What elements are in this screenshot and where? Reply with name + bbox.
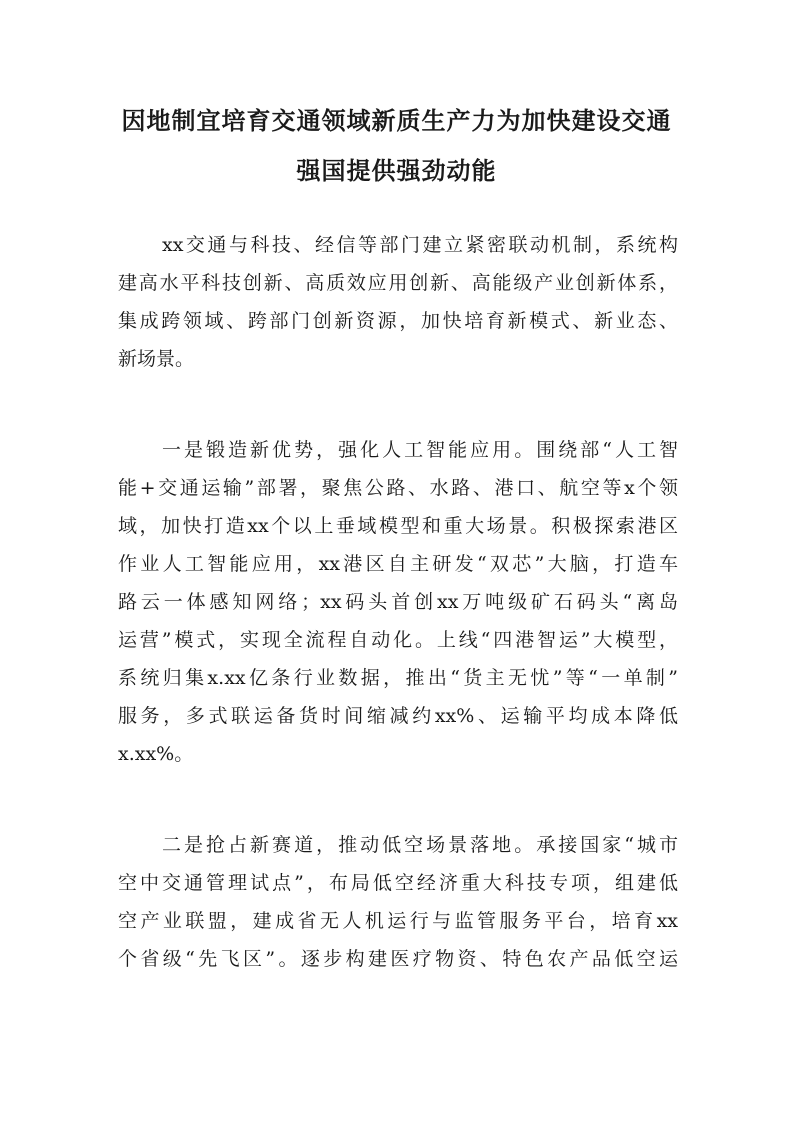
text-line: xx交通与科技、经信等部门建立紧密联动机制，系统构 <box>162 234 678 256</box>
text-line: 能+交通运输”部署，聚焦公路、水路、港口、航空等x个领 <box>118 477 678 499</box>
text-line: 域，加快打造xx个以上垂域模型和重大场景。积极探索港区 <box>118 515 678 537</box>
document-title <box>110 96 683 196</box>
text-line: x.xx%。 <box>118 743 194 765</box>
text-line: 一是锻造新优势，强化人工智能应用。围绕部“人工智 <box>162 439 678 461</box>
text-line: 运营”模式，实现全流程自动化。上线“四港智运”大模型， <box>118 629 678 651</box>
text-line: 服务，多式联运备货时间缩减约xx%、运输平均成本降低 <box>118 705 678 727</box>
text-line: 新场景。 <box>118 348 195 370</box>
text-line: 空中交通管理试点”，布局低空经济重大科技专项，组建低 <box>118 872 678 894</box>
text-line: 系统归集x.xx亿条行业数据，推出“货主无忧”等“一单制” <box>118 667 678 689</box>
text-line: 集成跨领域、跨部门创新资源，加快培育新模式、新业态、 <box>118 310 678 332</box>
paragraph-intro <box>118 226 678 378</box>
paragraph-ai-application <box>118 431 678 773</box>
text-line: 个省级“先飞区”。逐步构建医疗物资、特色农产品低空运 <box>118 948 678 970</box>
text-line: 路云一体感知网络；xx码头首创xx万吨级矿石码头“离岛 <box>118 591 678 613</box>
text-line: 二是抢占新赛道，推动低空场景落地。承接国家“城市 <box>162 834 678 856</box>
title-line-2: 强国提供强劲动能 <box>296 156 497 185</box>
text-line: 作业人工智能应用，xx港区自主研发“双芯”大脑，打造车 <box>118 553 678 575</box>
text-line: 建高水平科技创新、高质效应用创新、高能级产业创新体系， <box>118 272 678 294</box>
title-line-1: 因地制宜培育交通领域新质生产力为加快建设交通 <box>121 106 672 135</box>
paragraph-low-altitude <box>118 826 678 978</box>
text-line: 空产业联盟，建成省无人机运行与监管服务平台，培育xx <box>118 910 678 932</box>
